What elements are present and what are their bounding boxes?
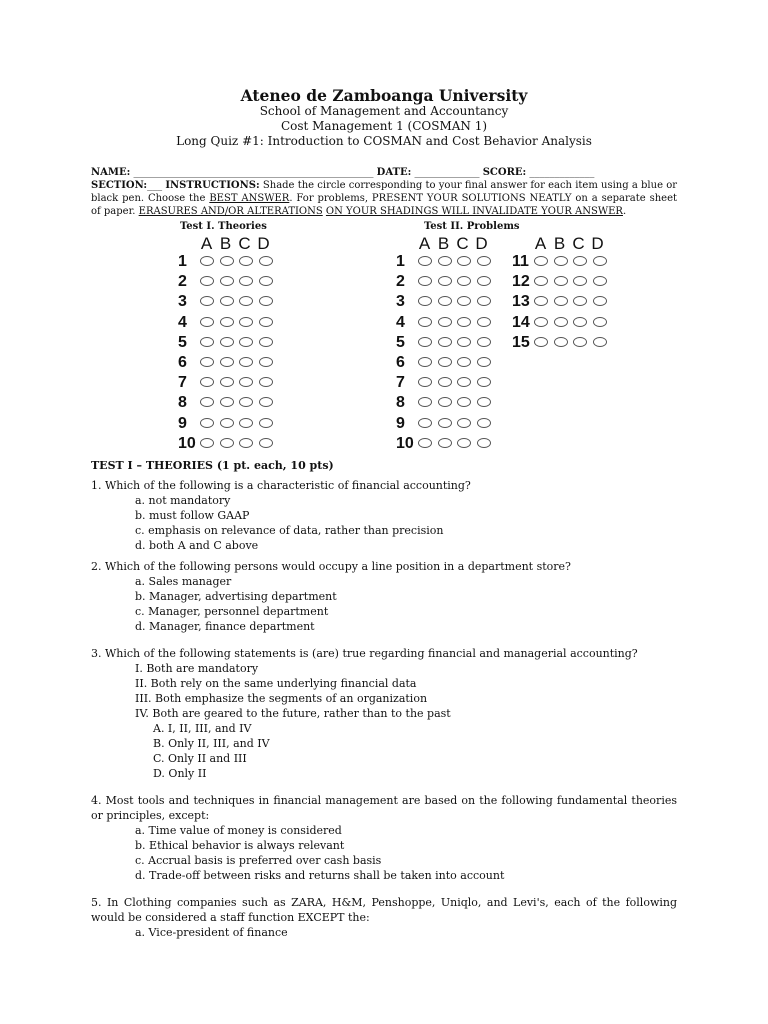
question-3: 3. Which of the following statements is (are) true regarding financial and managerial accounting? [91, 647, 638, 660]
test2-choice-letter-c: C [456, 234, 469, 253]
test2-bubble-13-d[interactable] [593, 296, 607, 306]
test2-item-number: 13 [512, 293, 530, 311]
q1-option-d: d. both A and C above [135, 539, 259, 552]
q2-option-d: d. Manager, finance department [135, 620, 315, 633]
q4-option-b: b. Ethical behavior is always relevant [135, 839, 345, 852]
test2-item-number: 2 [396, 273, 405, 291]
test1-bubble-10-c[interactable] [239, 438, 253, 448]
test1-row-3 [178, 292, 278, 312]
test1-bubble-5-b[interactable] [220, 337, 234, 347]
date-label: DATE: [376, 167, 412, 178]
test1-bubble-6-d[interactable] [259, 357, 273, 367]
q2-option-b: b. Manager, advertising department [135, 590, 337, 603]
test2-bubble-7-d[interactable] [477, 377, 491, 387]
test2-row-10 [396, 434, 496, 454]
q3-statement-2: II. Both rely on the same underlying financial data [135, 677, 417, 690]
test2-bubble-5-b[interactable] [438, 337, 452, 347]
test2-bubble-9-c[interactable] [457, 418, 471, 428]
q3-option-b: B. Only II, III, and IV [153, 737, 270, 750]
test2-choice-letter-a: A [534, 234, 547, 253]
q5-option-a: a. Vice-president of finance [135, 926, 288, 939]
test2-bubble-15-b[interactable] [554, 337, 568, 347]
test1-bubble-7-b[interactable] [220, 377, 234, 387]
test1-item-number: 5 [178, 333, 187, 351]
test2-bubble-3-c[interactable] [457, 296, 471, 306]
test2-bubble-6-a[interactable] [418, 357, 432, 367]
test1-row-4 [178, 313, 278, 333]
test2-bubble-6-b[interactable] [438, 357, 452, 367]
test2-row-11 [512, 252, 612, 272]
q2-option-c: c. Manager, personnel department [135, 605, 329, 618]
test1-bubble-10-d[interactable] [259, 438, 273, 448]
q3-option-c: C. Only II and III [153, 752, 247, 765]
name-field[interactable]: ________________________________________________ [133, 167, 374, 178]
test1-bubble-1-c[interactable] [239, 256, 253, 266]
test1-bubble-5-c[interactable] [239, 337, 253, 347]
test2-bubble-13-a[interactable] [534, 296, 548, 306]
test1-row-7 [178, 373, 278, 393]
test2-bubble-1-a[interactable] [418, 256, 432, 266]
question-2: 2. Which of the following persons would occupy a line position in a department store? [91, 560, 571, 573]
test1-bubble-7-c[interactable] [239, 377, 253, 387]
test1-bubble-8-c[interactable] [239, 397, 253, 407]
test1-bubble-10-b[interactable] [220, 438, 234, 448]
test1-item-number: 10 [178, 434, 196, 452]
test2-bubble-12-a[interactable] [534, 276, 548, 286]
test2-bubble-10-b[interactable] [438, 438, 452, 448]
test2-row-7 [396, 373, 496, 393]
test1-bubble-8-a[interactable] [200, 397, 214, 407]
test1-questions [91, 458, 677, 940]
test2-choice-letter-d: D [591, 234, 604, 253]
test1-bubble-2-a[interactable] [200, 276, 214, 286]
test2-bubble-3-b[interactable] [438, 296, 452, 306]
test2-bubble-9-d[interactable] [477, 418, 491, 428]
test2-item-number: 9 [396, 414, 405, 432]
test2-item-number: 1 [396, 253, 405, 270]
test2-bubble-11-a[interactable] [534, 256, 548, 266]
q3-option-d: D. Only II [153, 767, 207, 780]
test2-bubble-3-a[interactable] [418, 296, 432, 306]
test2-item-number: 14 [512, 313, 530, 331]
test2-bubble-3-d[interactable] [477, 296, 491, 306]
test2-bubble-12-b[interactable] [554, 276, 568, 286]
test1-bubble-1-d[interactable] [259, 256, 273, 266]
test2-bubble-13-b[interactable] [554, 296, 568, 306]
test1-bubble-9-a[interactable] [200, 418, 214, 428]
test2-row-2 [396, 272, 496, 292]
test2-bubble-5-d[interactable] [477, 337, 491, 347]
test1-bubble-10-a[interactable] [200, 438, 214, 448]
test2-row-1 [396, 252, 496, 272]
q4-option-d: d. Trade-off between risks and returns shall be taken into account [135, 869, 505, 882]
test2-row-3 [396, 292, 496, 312]
test2-bubble-2-a[interactable] [418, 276, 432, 286]
test1-bubble-4-c[interactable] [239, 317, 253, 327]
test1-bubble-6-c[interactable] [239, 357, 253, 367]
test2-bubble-2-b[interactable] [438, 276, 452, 286]
test1-choice-letter-d: D [257, 234, 270, 253]
name-label: NAME: [91, 167, 131, 178]
student-fields [91, 166, 677, 218]
test2-choice-letter-d: D [475, 234, 488, 253]
test2-choice-letter-a: A [418, 234, 431, 253]
test1-item-number: 1 [178, 253, 187, 270]
q2-option-a: a. Sales manager [135, 575, 232, 588]
test2-bubble-1-d[interactable] [477, 256, 491, 266]
test2-bubble-2-d[interactable] [477, 276, 491, 286]
test2-bubble-1-c[interactable] [457, 256, 471, 266]
q4-option-c: c. Accrual basis is preferred over cash basis [135, 854, 382, 867]
test2-bubble-14-d[interactable] [593, 317, 607, 327]
instructions-end: . [622, 206, 627, 217]
test1-bubble-3-c[interactable] [239, 296, 253, 306]
test1-row-10 [178, 434, 278, 454]
test2-bubble-9-a[interactable] [418, 418, 432, 428]
test1-bubble-3-b[interactable] [220, 296, 234, 306]
test2-bubble-4-b[interactable] [438, 317, 452, 327]
test2-bubble-7-b[interactable] [438, 377, 452, 387]
test2-bubble-10-a[interactable] [418, 438, 432, 448]
test2-item-number: 8 [396, 394, 405, 412]
test1-bubble-7-d[interactable] [259, 377, 273, 387]
test2-bubble-1-b[interactable] [438, 256, 452, 266]
erasures-text: ERASURES AND/OR ALTERATIONS [138, 206, 323, 217]
test1-item-number: 6 [178, 354, 187, 371]
test1-row-8 [178, 393, 278, 413]
test1-bubble-2-d[interactable] [259, 276, 273, 286]
date-field[interactable]: _____________ [414, 167, 480, 178]
test1-bubble-2-b[interactable] [220, 276, 234, 286]
test2-choice-header [415, 234, 491, 254]
test2-bubble-12-c[interactable] [573, 276, 587, 286]
q3-option-a: A. I, II, III, and IV [153, 722, 252, 735]
test2-bubble-7-c[interactable] [457, 377, 471, 387]
test1-item-number: 2 [178, 273, 187, 291]
test2-bubble-5-a[interactable] [418, 337, 432, 347]
test2-bubble-6-d[interactable] [477, 357, 491, 367]
instructions-label: INSTRUCTIONS: [165, 180, 260, 191]
test2-choice-header [531, 234, 607, 254]
test2-bubble-4-d[interactable] [477, 317, 491, 327]
q1-option-b: b. must follow GAAP [135, 509, 250, 522]
test2-item-number: 7 [396, 374, 405, 392]
test1-bubble-8-d[interactable] [259, 397, 273, 407]
test2-bubble-15-d[interactable] [593, 337, 607, 347]
test1-item-number: 4 [178, 313, 187, 331]
test2-row-14 [512, 313, 612, 333]
test2-bubble-11-d[interactable] [593, 256, 607, 266]
test2-bubble-14-a[interactable] [534, 317, 548, 327]
test2-item-number: 12 [512, 273, 530, 291]
test1-bubble-4-d[interactable] [259, 317, 273, 327]
test2-row-6 [396, 353, 496, 373]
test2-bubble-10-d[interactable] [477, 438, 491, 448]
test1-bubble-9-b[interactable] [220, 418, 234, 428]
test1-bubble-4-a[interactable] [200, 317, 214, 327]
test1-row-6 [178, 353, 278, 373]
section-label: SECTION: [91, 180, 148, 191]
test1-choice-header [197, 234, 273, 254]
test2-bubble-8-b[interactable] [438, 397, 452, 407]
university-title: Ateneo de Zamboanga University [240, 86, 528, 105]
test2-bubble-8-a[interactable] [418, 397, 432, 407]
test2-row-15 [512, 333, 612, 353]
test2-bubble-7-a[interactable] [418, 377, 432, 387]
test1-bubble-1-a[interactable] [200, 256, 214, 266]
test1-bubble-3-a[interactable] [200, 296, 214, 306]
section-field[interactable]: ___ [147, 180, 163, 191]
test1-bubble-9-c[interactable] [239, 418, 253, 428]
instructions [91, 179, 677, 218]
test1-bubble-5-a[interactable] [200, 337, 214, 347]
test2-bubble-4-c[interactable] [457, 317, 471, 327]
test2-item-number: 6 [396, 354, 405, 371]
instructions-text-1: Shade the circle corresponding to your final answer for each item using a blue or black pen. Choose the [91, 180, 677, 204]
test1-row-9 [178, 414, 278, 434]
q1-option-c: c. emphasis on relevance of data, rather than precision [135, 524, 444, 537]
test2-bubble-8-d[interactable] [477, 397, 491, 407]
test1-bubble-8-b[interactable] [220, 397, 234, 407]
quiz-title: Long Quiz #1: Introduction to COSMAN and Cost Behavior Analysis [176, 134, 592, 148]
test2-bubble-11-c[interactable] [573, 256, 587, 266]
test2-row-8 [396, 393, 496, 413]
question-4: 4. Most tools and techniques in financial management are based on the following fundamental theories or principles, except: [91, 794, 677, 822]
question-1: 1. Which of the following is a characteristic of financial accounting? [91, 479, 471, 492]
q4-option-a: a. Time value of money is considered [135, 824, 342, 837]
test2-item-number: 11 [512, 253, 529, 270]
test2-bubble-11-b[interactable] [554, 256, 568, 266]
school-name: School of Management and Accountancy [259, 104, 509, 118]
test1-choice-letter-c: C [238, 234, 251, 253]
test2-bubble-10-c[interactable] [457, 438, 471, 448]
test1-row-1 [178, 252, 278, 272]
test1-choice-letter-b: B [219, 234, 232, 253]
test2-bubble-9-b[interactable] [438, 418, 452, 428]
test2-bubble-6-c[interactable] [457, 357, 471, 367]
test2-row-9 [396, 414, 496, 434]
shadings-text: ON YOUR SHADINGS WILL INVALIDATE YOUR ANSWER [325, 206, 623, 217]
score-field[interactable]: _____________ [529, 167, 595, 178]
test1-bubble-7-a[interactable] [200, 377, 214, 387]
question-5: 5. In Clothing companies such as ZARA, H&M, Penshoppe, Uniqlo, and Levi's, each of the following would be considered a staff function EXCEPT the: [91, 896, 677, 924]
test2-row-5 [396, 333, 496, 353]
test2-bubble-12-d[interactable] [593, 276, 607, 286]
test2-bubble-14-b[interactable] [554, 317, 568, 327]
test1-item-number: 7 [178, 374, 187, 392]
test1-row-5 [178, 333, 278, 353]
test1-item-number: 9 [178, 414, 187, 432]
q1-option-a: a. not mandatory [135, 494, 231, 507]
test2-choice-letter-c: C [572, 234, 585, 253]
test1-bubble-6-a[interactable] [200, 357, 214, 367]
test1-sheet-title: Test I. Theories [180, 221, 267, 232]
best-answer-text: BEST ANSWER [209, 193, 290, 204]
test1-bubble-4-b[interactable] [220, 317, 234, 327]
test1-bubble-1-b[interactable] [220, 256, 234, 266]
test1-bubble-6-b[interactable] [220, 357, 234, 367]
q3-statement-1: I. Both are mandatory [135, 662, 259, 675]
test2-choice-letter-b: B [437, 234, 450, 253]
test2-bubble-2-c[interactable] [457, 276, 471, 286]
instructions-text-2: . For problems, PRESENT YOUR SOLUTIONS NEATLY on a separate sheet of paper. [91, 193, 677, 217]
test2-item-number: 10 [396, 434, 414, 452]
test2-bubble-5-c[interactable] [457, 337, 471, 347]
test1-item-number: 3 [178, 293, 187, 311]
score-label: SCORE: [482, 167, 527, 178]
test2-item-number: 15 [512, 333, 530, 351]
q3-statement-3: III. Both emphasize the segments of an organization [135, 692, 428, 705]
test2-item-number: 5 [396, 333, 405, 351]
test1-bubble-2-c[interactable] [239, 276, 253, 286]
test1-bubble-9-d[interactable] [259, 418, 273, 428]
test2-bubble-8-c[interactable] [457, 397, 471, 407]
test1-item-number: 8 [178, 394, 187, 412]
course-name: Cost Management 1 (COSMAN 1) [280, 119, 488, 133]
test2-bubble-14-c[interactable] [573, 317, 587, 327]
test2-sheet-title: Test II. Problems [424, 221, 520, 232]
test1-bubble-3-d[interactable] [259, 296, 273, 306]
q3-statement-4: IV. Both are geared to the future, rather than to the past [135, 707, 451, 720]
test1-choice-letter-a: A [200, 234, 213, 253]
test2-item-number: 3 [396, 293, 405, 311]
test2-row-12 [512, 272, 612, 292]
test2-item-number: 4 [396, 313, 405, 331]
test2-row-13 [512, 292, 612, 312]
test2-choice-letter-b: B [553, 234, 566, 253]
test2-bubble-15-a[interactable] [534, 337, 548, 347]
test1-row-2 [178, 272, 278, 292]
test2-bubble-15-c[interactable] [573, 337, 587, 347]
test2-row-4 [396, 313, 496, 333]
test2-bubble-4-a[interactable] [418, 317, 432, 327]
test1-heading: TEST I – THEORIES (1 pt. each, 10 pts) [91, 459, 334, 472]
test1-bubble-5-d[interactable] [259, 337, 273, 347]
test2-bubble-13-c[interactable] [573, 296, 587, 306]
